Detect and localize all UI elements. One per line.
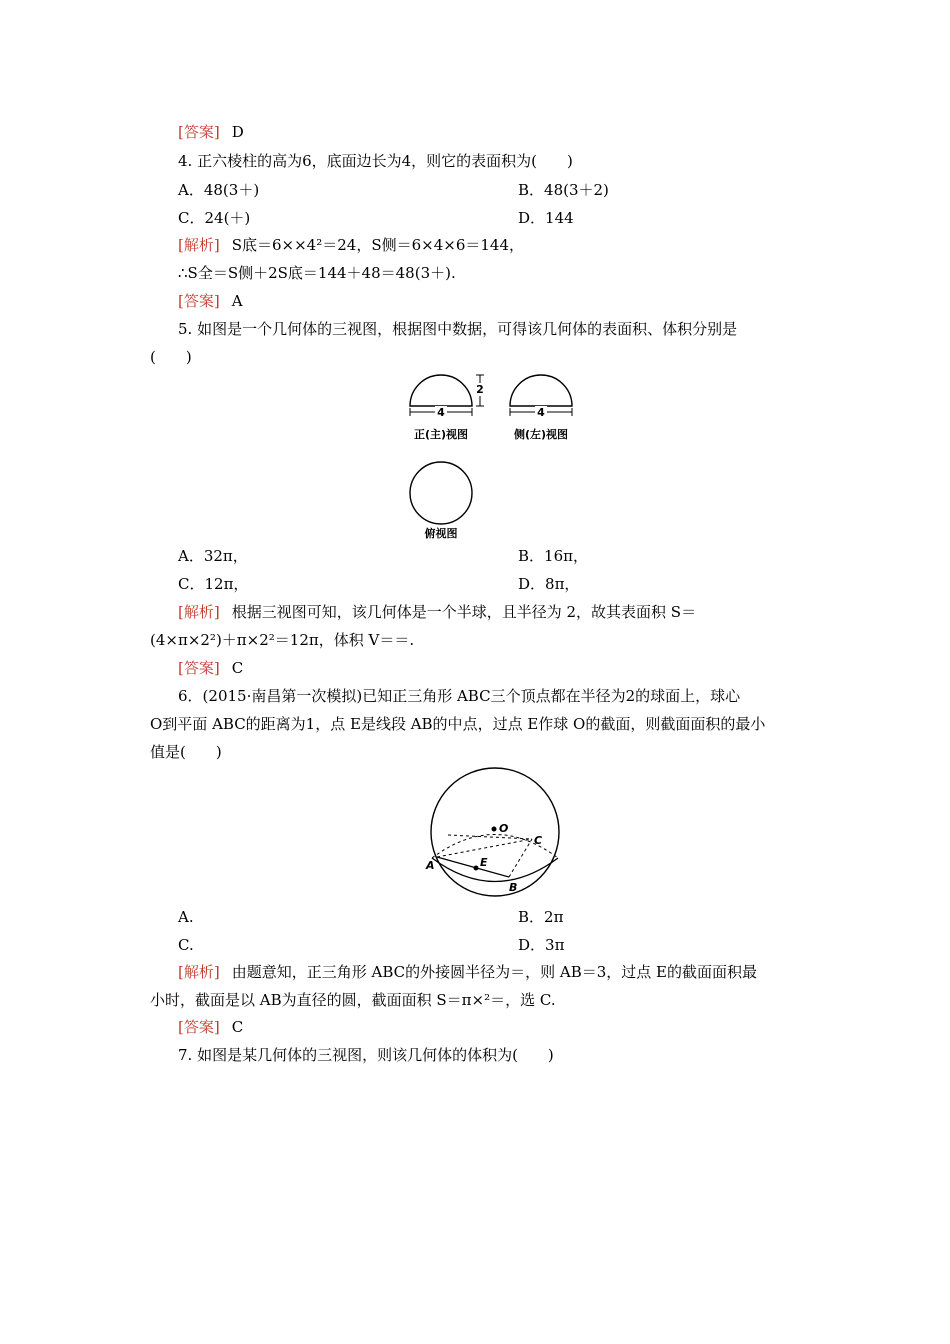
q6-analysis-line1 — [178, 962, 757, 982]
analysis-tag: [解析] — [178, 603, 220, 621]
side-view-semicircle — [510, 375, 572, 406]
q6-answer-line — [178, 1017, 243, 1037]
answer-tag: [答案] — [178, 1018, 220, 1036]
q6-option-c: C. — [178, 936, 194, 954]
answer-value: C — [231, 659, 244, 677]
q5-option-b: B．16π， — [518, 547, 588, 565]
answer-value: A — [231, 292, 243, 310]
q6-option-a: A. — [178, 908, 194, 926]
analysis-text: 根据三视图可知，该几何体是一个半球，且半径为 2，故其表面积 S＝ — [231, 603, 697, 621]
q6-option-d: D．3π — [518, 936, 565, 954]
q5-answer-line — [178, 658, 243, 678]
q4-option-b: B．48(3＋2) — [518, 181, 609, 199]
q7-stem: 7. 如图是某几何体的三视图，则该几何体的体积为( ) — [178, 1046, 554, 1064]
sphere-figure — [420, 765, 570, 900]
label-o: O — [499, 822, 509, 835]
analysis-text: S底＝6××4²＝24，S侧＝6×4×6＝144， — [231, 236, 524, 254]
q4-answer-line — [178, 291, 243, 311]
sphere-outline — [431, 768, 559, 896]
label-c: C — [534, 834, 543, 847]
q4-option-c: C．24(＋) — [178, 209, 251, 227]
q6-stem-line1: 6．(2015·南昌第一次模拟)已知正三角形 ABC三个顶点都在半径为2的球面上，球心 — [178, 687, 741, 705]
analysis-text: 由题意知，正三角形 ABC的外接圆半径为＝，则 AB＝3，过点 E的截面面积最 — [231, 963, 757, 981]
q6-stem-line2: O到平面 ABC的距离为1，点 E是线段 AB的中点，过点 E作球 O的截面，则截面面积的最小 — [150, 715, 766, 733]
answer-tag: [答案] — [178, 123, 220, 141]
q5-analysis-line1 — [178, 602, 696, 622]
answer-tag: [答案] — [178, 292, 220, 310]
point-o — [492, 827, 497, 832]
q4-option-a: A．48(3＋) — [178, 181, 260, 199]
q5-analysis-line2: (4×π×2²)＋π×2²＝12π，体积 V＝＝. — [150, 631, 415, 649]
top-view-circle — [410, 462, 472, 524]
analysis-tag: [解析] — [178, 963, 220, 981]
front-view-semicircle — [410, 375, 472, 406]
label-e: E — [480, 856, 488, 869]
q5-option-d: D．8π， — [518, 575, 580, 593]
q5-option-c: C．12π， — [178, 575, 249, 593]
front-view-label: 正(主)视图 — [413, 428, 469, 441]
label-b: B — [509, 881, 518, 894]
q4-option-d: D．144 — [518, 209, 574, 227]
segment-bc — [509, 839, 532, 877]
answer-tag: [答案] — [178, 659, 220, 677]
q6-analysis-line2: 小时，截面是以 AB为直径的圆，截面面积 S＝π×²＝，选 C. — [150, 991, 556, 1009]
three-view-figure — [400, 368, 590, 548]
front-height-value: 2 — [476, 383, 484, 396]
point-e — [474, 866, 479, 871]
label-a: A — [426, 859, 435, 872]
q4-stem: 4. 正六棱柱的高为6，底面边长为4，则它的表面积为( ) — [178, 152, 573, 170]
side-width-value: 4 — [537, 406, 545, 419]
front-width-value: 4 — [437, 406, 445, 419]
q5-option-a: A．32π， — [178, 547, 248, 565]
chord-dashed — [448, 835, 532, 839]
q3-answer-line — [178, 122, 244, 142]
side-view-label: 侧(左)视图 — [513, 428, 569, 441]
q4-analysis-line1 — [178, 235, 524, 255]
q4-analysis-line2: ∴S全＝S侧＋2S底＝144＋48＝48(3＋). — [178, 264, 456, 282]
analysis-tag: [解析] — [178, 236, 220, 254]
answer-value: C — [231, 1018, 244, 1036]
segment-ac — [437, 839, 532, 857]
q6-stem-line3: 值是( ) — [150, 743, 222, 761]
top-view-label: 俯视图 — [424, 527, 458, 540]
segment-ab — [437, 857, 509, 877]
answer-value: D — [231, 123, 244, 141]
q5-stem-line2: ( ) — [150, 348, 192, 366]
q6-option-b: B．2π — [518, 908, 564, 926]
q5-stem-line1: 5. 如图是一个几何体的三视图，根据图中数据，可得该几何体的表面积、体积分别是 — [178, 320, 738, 338]
